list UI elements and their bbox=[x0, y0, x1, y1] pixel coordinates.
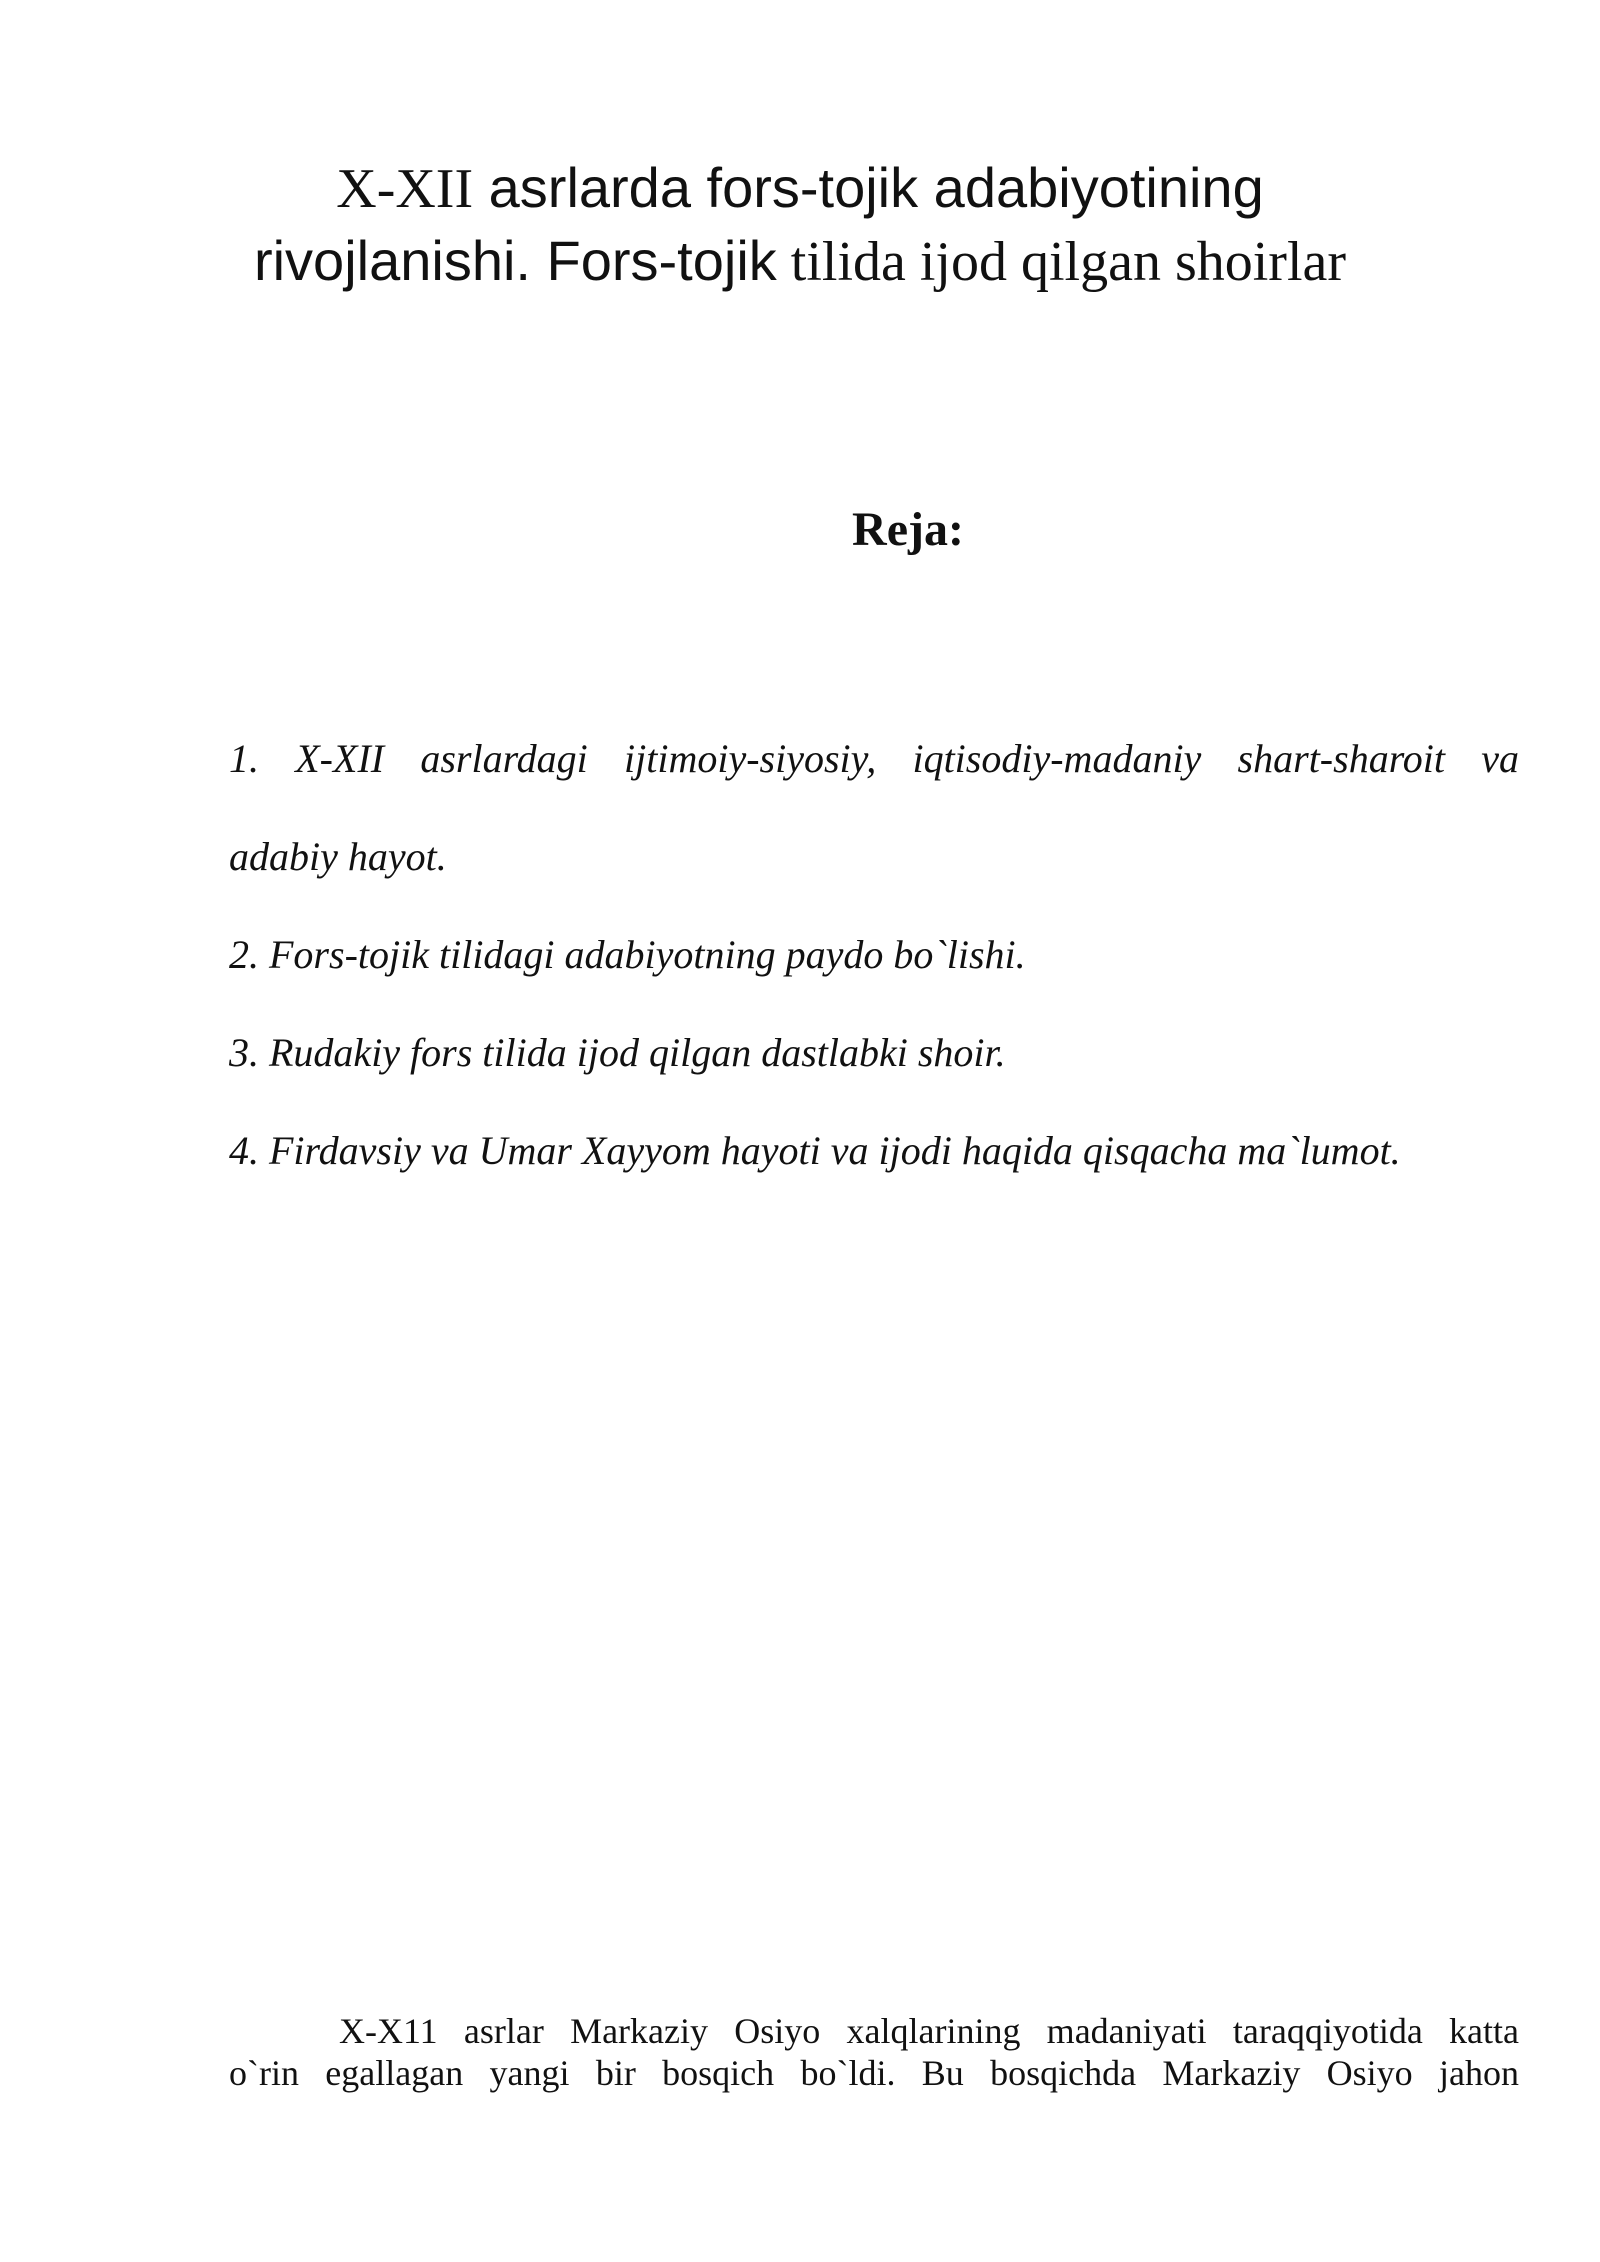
plan-list bbox=[229, 710, 1519, 1200]
plan-item-3: 3. Rudakiy fors tilida ijod qilgan dastlabki shoir. bbox=[229, 1030, 1006, 1075]
plan-item-2: 2. Fors-tojik tilidagi adabiyotning paydo bo`lishi. bbox=[229, 932, 1026, 977]
title-part2-rest: tilida ijod qilgan shoirlar bbox=[776, 231, 1347, 293]
title-part1-roman: X-XII bbox=[336, 158, 474, 220]
body-paragraph bbox=[229, 2010, 1519, 2094]
body-line-1: X-X11 asrlar Markaziy Osiyo xalqlarining madaniyati taraqqiyotida katta bbox=[339, 2011, 1519, 2051]
plan-heading: Reja: bbox=[852, 503, 964, 556]
body-line-2: o`rin egallagan yangi bir bosqich bo`ldi. Bu bosqichda Markaziy Osiyo jahon bbox=[229, 2053, 1519, 2093]
plan-item-1-line-1: 1. X-XII asrlardagi ijtimoiy-siyosiy, iqtisodiy-madaniy shart-sharoit va bbox=[229, 736, 1519, 781]
title-part1-rest: asrlarda fors-tojik adabiyotining bbox=[473, 156, 1264, 219]
plan-item-1 bbox=[229, 710, 1519, 906]
title-part2-start: rivojlanishi. Fors-tojik bbox=[253, 229, 777, 292]
document-title bbox=[230, 152, 1370, 298]
plan-item-4: 4. Firdavsiy va Umar Xayyom hayoti va ijodi haqida qisqacha ma`lumot. bbox=[229, 1128, 1401, 1173]
plan-item-1-line-2: adabiy hayot. bbox=[229, 834, 447, 879]
